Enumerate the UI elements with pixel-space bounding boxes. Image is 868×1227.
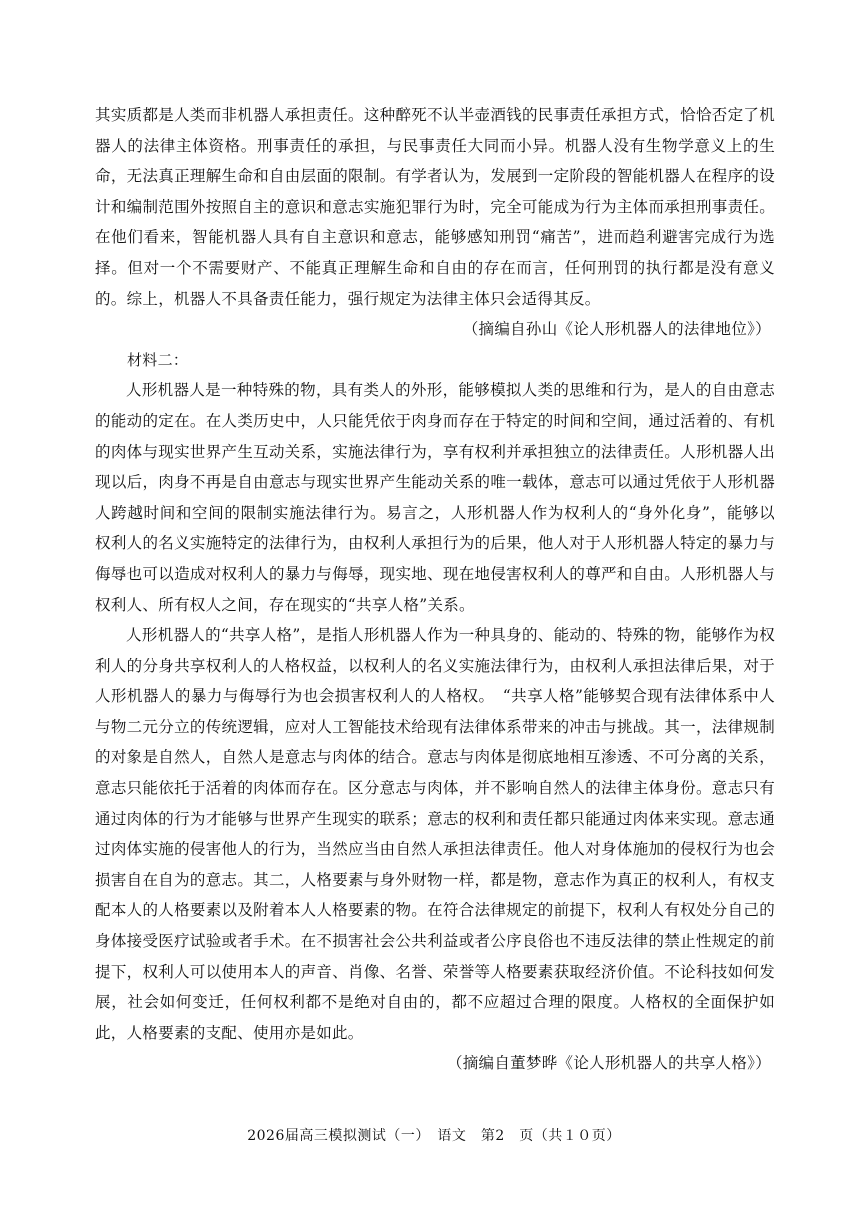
source-citation-one: （摘编自孙山《论人形机器人的法律地位》） — [462, 320, 771, 339]
page-footer: 2026届高三模拟测试（一） 语文 第2 页（共１０页） — [247, 1128, 621, 1144]
reading-passage — [95, 100, 775, 1079]
source-citation-two: （摘编自董梦晔《论人形机器人的共享人格》） — [446, 1054, 771, 1073]
material-two-heading: 材料二： — [127, 350, 189, 369]
paragraph-material-two-2: 人形机器人的“共享人格”，是指人形机器人作为一种具身的、能动的、特殊的物，能够作为权利人的分身共享权利人的人格权益，以权利人的名义实施法律行为，由权利人承担法律后果，对于人形机器人的暴力与侮辱行为也会损害权利人的人格权。 “共享人格”能够契合现有法律体系中人与物二元分立的传统逻辑，应对人工智能技术给现有法律体系带来的冲击与挑战。其一，法律规制的对象是自然人，自然人是意志与肉体的结合。意志与肉体是彻底地相互渗透、不可分离的关系，意志只能依托于活着的肉体而存在。区分意志与肉体，并不影响自然人的法律主体身份。意志只有通过肉体的行为才能够与世界产生现实的联系；意志的权利和责任都只能通过肉体来实现。意志通过肉体实施的侵害他人的行为，当然应当由自然人承担法律责任。他人对身体施加的侵权行为也会损害自在自为的意志。其二，人格要素与身外财物一样，都是物，意志作为真正的权利人，有权支配本人的人格要素以及附着本人人格要素的物。在符合法律规定的前提下，权利人有权处分自己的身体接受医疗试验或者手术。在不损害社会公共利益或者公序良俗也不违反法律的禁止性规定的前提下，权利人可以使用本人的声音、肖像、名誉、荣誉等人格要素获取经济价值。不论科技如何发展，社会如何变迁，任何权利都不是绝对自由的，都不应超过合理的限度。人格权的全面保护如此，人格要素的支配、使用亦是如此。 — [95, 626, 775, 1042]
paragraph-material-two-1: 人形机器人是一种特殊的物，具有类人的外形，能够模拟人类的思维和行为，是人的自由意志的能动的定在。在人类历史中，人只能凭依于肉身而存在于特定的时间和空间，通过活着的、有机的肉体与现实世界产生互动关系，实施法律行为，享有权利并承担独立的法律责任。人形机器人出现以后，肉身不再是自由意志与现实世界产生能动关系的唯一载体，意志可以通过凭依于人形机器人跨越时间和空间的限制实施法律行为。易言之，人形机器人作为权利人的“身外化身”，能够以权利人的名义实施特定的法律行为，由权利人承担行为的后果，他人对于人形机器人特定的暴力与侮辱也可以造成对权利人的暴力与侮辱，现实地、现在地侵害权利人的尊严和自由。人形机器人与权利人、所有权人之间，存在现实的“共享人格”关系。 — [95, 381, 775, 614]
paragraph-material-one-ending: 其实质都是人类而非机器人承担责任。这种醉死不认半壶酒钱的民事责任承担方式，恰恰否定了机器人的法律主体资格。刑事责任的承担，与民事责任大同而小异。机器人没有生物学意义上的生命，无法真正理解生命和自由层面的限制。有学者认为，发展到一定阶段的智能机器人在程序的设计和编制范围外按照自主的意识和意志实施犯罪行为时，完全可能成为行为主体而承担刑事责任。在他们看来，智能机器人具有自主意识和意志，能够感知刑罚“痛苦”，进而趋利避害完成行为选择。但对一个不需要财产、不能真正理解生命和自由的存在而言，任何刑罚的执行都是没有意义的。综上，机器人不具备责任能力，强行规定为法律主体只会适得其反。 — [95, 106, 775, 308]
